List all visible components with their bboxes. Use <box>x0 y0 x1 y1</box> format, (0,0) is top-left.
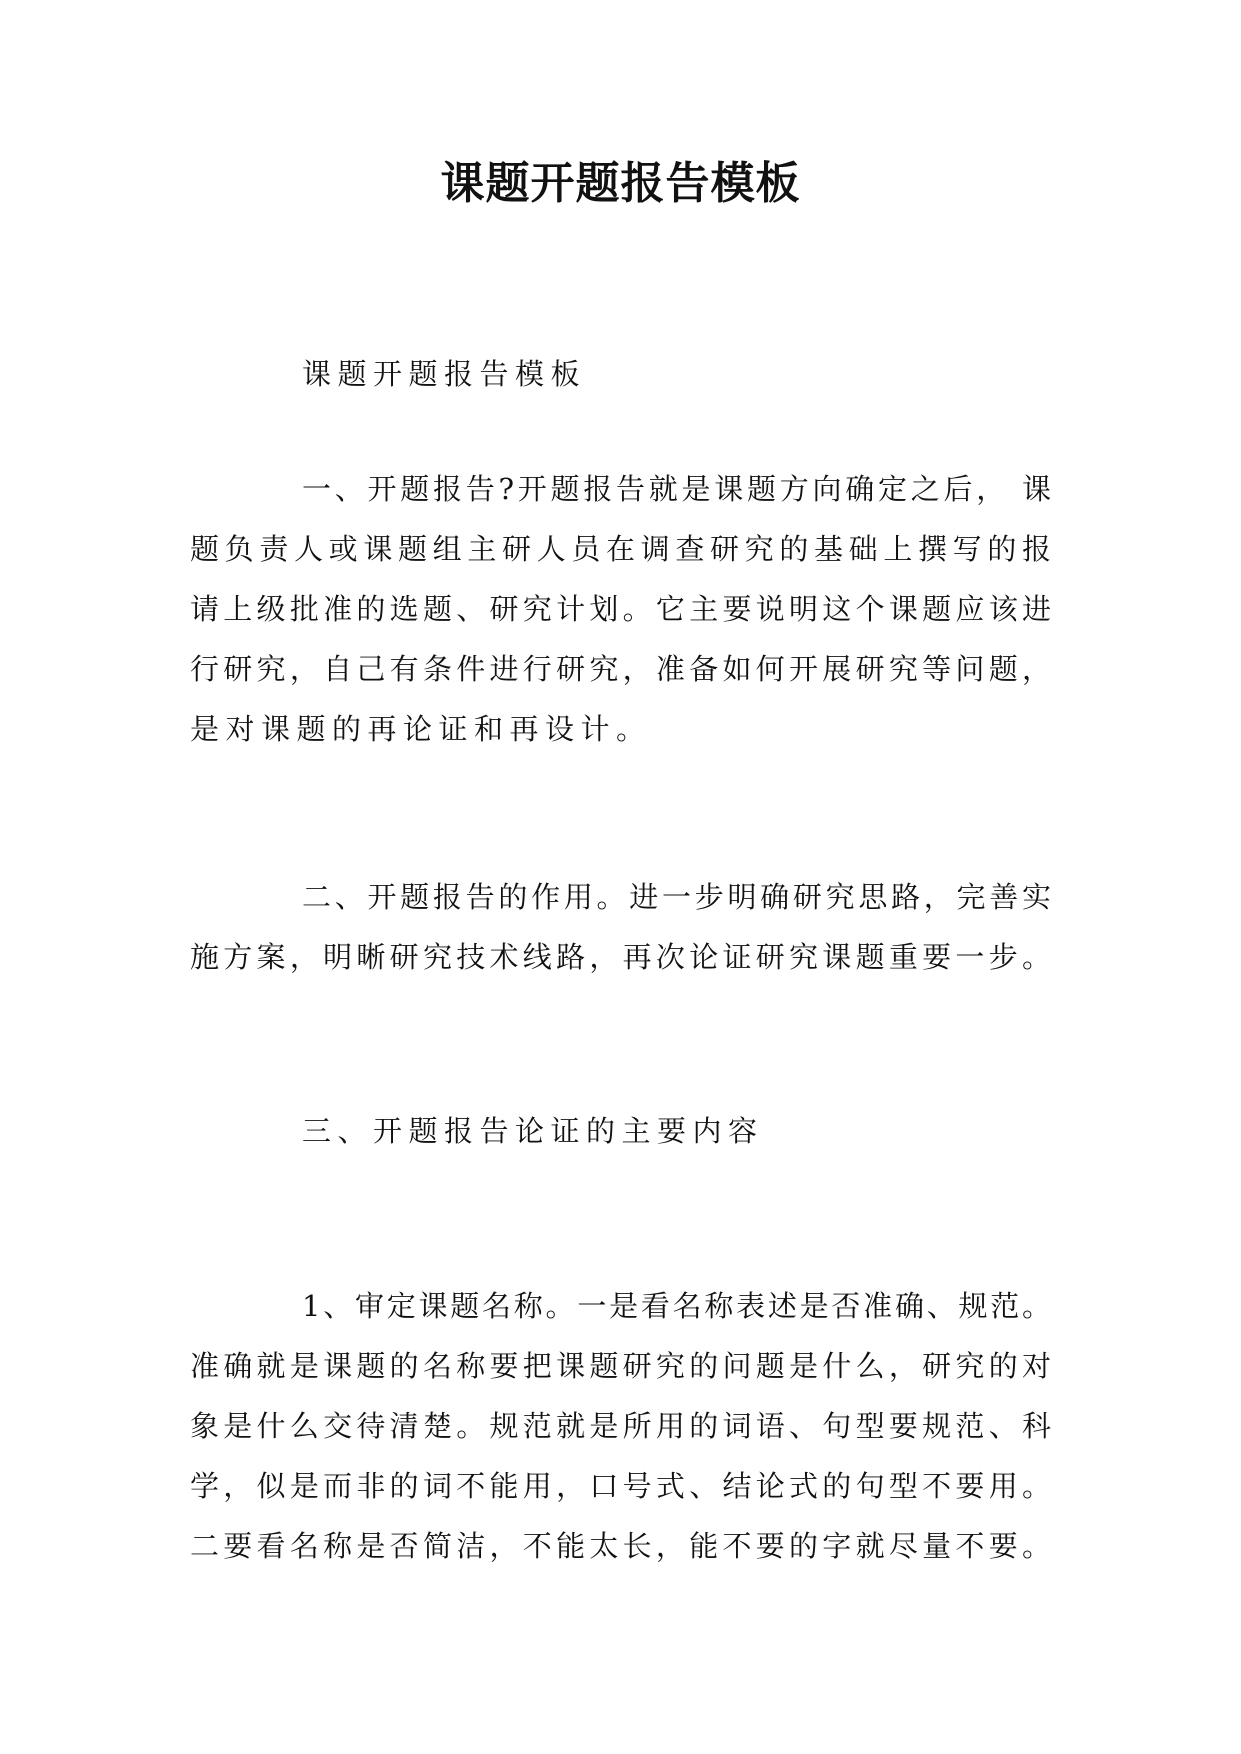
section-heading-main-content <box>190 1101 1051 1161</box>
paragraph-review-title <box>190 1276 1051 1576</box>
paragraph-what-is-report <box>190 459 1051 759</box>
paragraph-line: 请上级批准的选题、研究计划。它主要说明这个课题应该进 <box>190 592 1051 626</box>
paragraph-line: 象是什么交待清楚。规范就是所用的词语、句型要规范、科 <box>190 1409 1051 1443</box>
document-title: 课题开题报告模板 <box>440 158 801 209</box>
paragraph-line: 学，似是而非的词不能用，口号式、结论式的句型不要用。 <box>190 1469 1051 1503</box>
paragraph-line: 课题开题报告模板 <box>302 357 587 391</box>
paragraph-line: 二、开题报告的作用。进一步明确研究思路，完善实 <box>302 880 1051 914</box>
paragraph-line: 二要看名称是否简洁，不能太长，能不要的字就尽量不要。 <box>190 1529 1051 1563</box>
document-subtitle-paragraph <box>190 344 1051 404</box>
paragraph-line: 1、审定课题名称。一是看名称表述是否准确、规范。 <box>302 1289 1051 1323</box>
paragraph-line: 三、开题报告论证的主要内容 <box>302 1114 764 1148</box>
paragraph-line: 施方案，明晰研究技术线路，再次论证研究课题重要一步。 <box>190 940 1051 974</box>
paragraph-report-purpose <box>190 867 1051 987</box>
paragraph-line: 行研究，自己有条件进行研究，准备如何开展研究等问题， <box>190 652 1051 686</box>
paragraph-line: 一、开题报告?开题报告就是课题方向确定之后， 课 <box>302 472 1051 506</box>
paragraph-line: 准确就是课题的名称要把课题研究的问题是什么，研究的对 <box>190 1349 1051 1383</box>
paragraph-line: 题负责人或课题组主研人员在调查研究的基础上撰写的报 <box>190 532 1051 566</box>
paragraph-line: 是对课题的再论证和再设计。 <box>190 712 652 746</box>
